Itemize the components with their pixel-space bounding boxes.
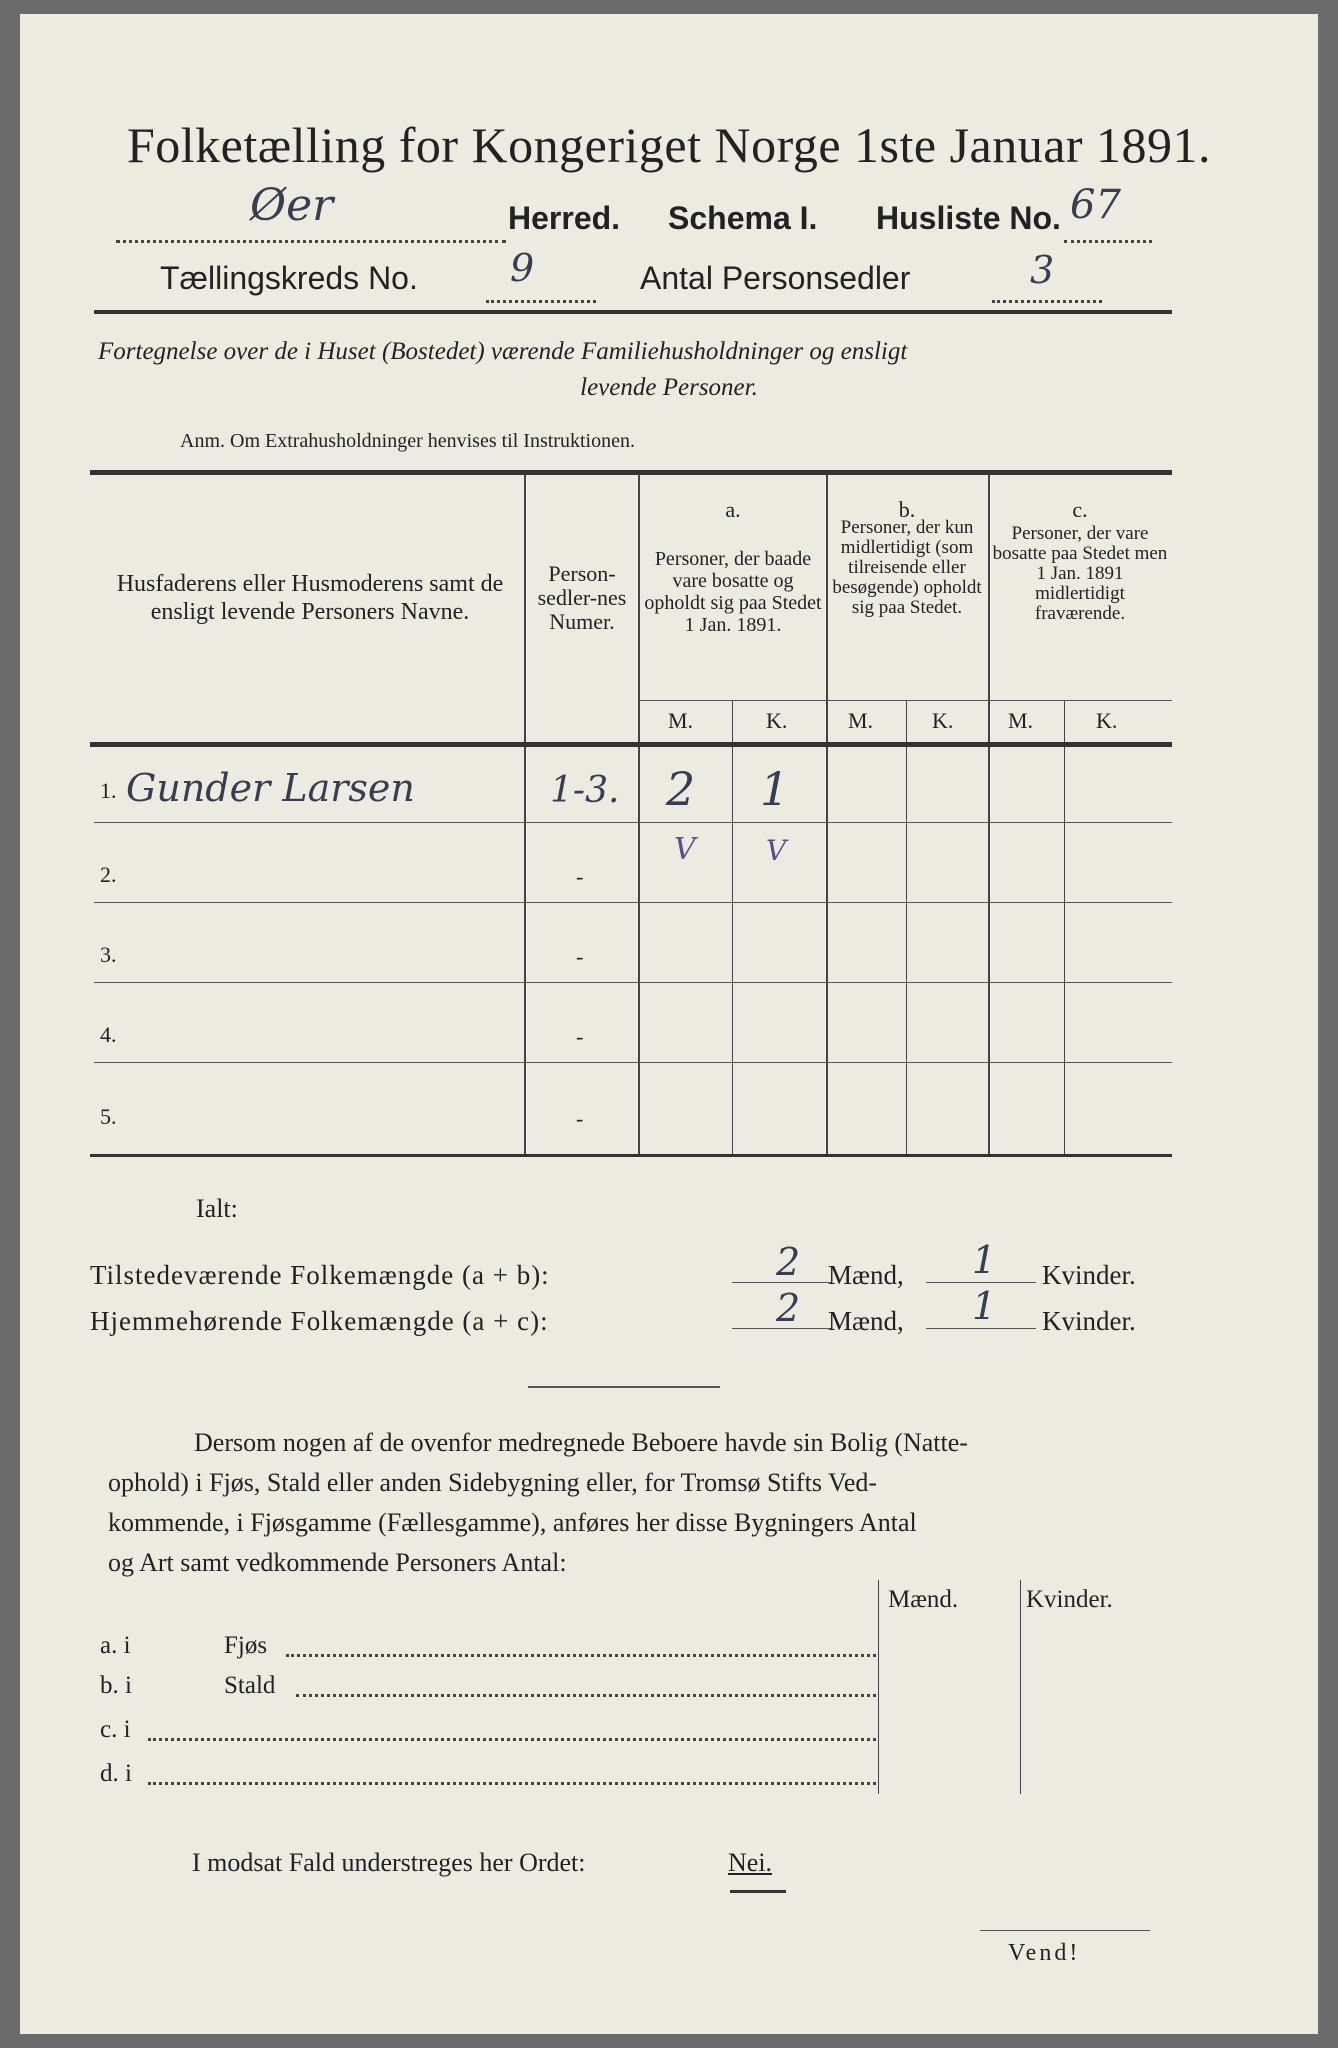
husliste-label: Husliste No. <box>876 200 1061 236</box>
note-row-b-text: Stald <box>224 1672 276 1699</box>
hjemme-m-value: 2 <box>776 1286 801 1330</box>
row-rule <box>94 902 1172 903</box>
tilstede-k-line <box>926 1282 1036 1283</box>
col-divider-2 <box>638 474 640 1156</box>
hjemme-maend-label: Mænd, <box>828 1306 904 1336</box>
row-number: 4. <box>100 1022 117 1047</box>
section-divider <box>528 1386 720 1388</box>
note-row-c-label: c. i <box>100 1716 131 1743</box>
c-mk-divider <box>1064 700 1065 1156</box>
note-divider-1 <box>878 1580 879 1794</box>
row-number: 3. <box>100 942 117 967</box>
row-rule <box>94 982 1172 983</box>
row-personsedler-num: 1-3. <box>550 770 620 811</box>
b-mk-divider <box>906 700 907 1156</box>
note-row-a-text: Fjøs <box>224 1632 268 1659</box>
tilstede-maend-label: Mænd, <box>828 1260 904 1290</box>
col-b-header: Personer, der kun midlertidigt (som tilreisende eller besøgende) opholdt sig paa Stedet. <box>832 517 982 618</box>
note-row-d-label: d. i <box>100 1760 132 1787</box>
tilstede-kvinder-label: Kvinder. <box>1042 1260 1136 1290</box>
note-col-kvinder: Kvinder. <box>1026 1586 1113 1613</box>
a-m-label: M. <box>668 708 694 733</box>
col-divider-1 <box>524 474 526 1156</box>
note-col-maend: Mænd. <box>888 1586 959 1613</box>
row-number: 2. <box>100 862 117 887</box>
note-line-3: kommende, i Fjøsgamme (Fællesgamme), anføres her disse Bygningers Antal <box>108 1508 917 1537</box>
table-top-rule <box>90 470 1172 475</box>
col-num-header: Person-sedler-nes Numer. <box>537 561 627 634</box>
anm-note: Anm. Om Extrahusholdninger henvises til Instruktionen. <box>180 430 635 452</box>
mk-top-rule <box>640 700 1172 701</box>
col-a-header: Personer, der baade vare bosatte og opholdt sig paa Stedet 1 Jan. 1891. <box>644 548 822 636</box>
note-row-b-dots <box>296 1674 876 1697</box>
note-row-c-dots <box>148 1718 876 1741</box>
note-line-4: og Art samt vedkommende Personers Antal: <box>108 1548 567 1577</box>
hjemme-k-line <box>926 1328 1036 1329</box>
row-rule <box>94 1062 1172 1063</box>
c-m-label: M. <box>1008 708 1034 733</box>
antal-value: 3 <box>1030 248 1055 292</box>
b-k-label: K. <box>932 708 954 733</box>
row-a-m-check: V <box>674 832 696 867</box>
header-bottom-rule <box>90 742 1172 747</box>
schema-label: Schema I. <box>668 200 818 236</box>
row-name: Gunder Larsen <box>126 766 415 810</box>
nei-word: Nei. <box>728 1848 773 1877</box>
row-number: 1. <box>100 778 117 803</box>
hjemme-k-value: 1 <box>972 1284 997 1328</box>
note-line-1: Dersom nogen af de ovenfor medregnede Beboere havde sin Bolig (Natte- <box>194 1428 968 1457</box>
herred-value: Øer <box>250 180 334 231</box>
table-bottom-rule <box>90 1154 1172 1157</box>
row-a-k-value: 1 <box>760 762 790 816</box>
col-c-header: Personer, der vare bosatte paa Stedet men 1 Jan. 1891 midlertidigt fraværende. <box>992 523 1168 624</box>
col-b-letter: b. <box>898 497 916 522</box>
hjemme-label: Hjemmehørende Folkemængde (a + c): <box>90 1306 549 1336</box>
note-divider-2 <box>1020 1580 1021 1794</box>
hjemme-kvinder-label: Kvinder. <box>1042 1306 1136 1336</box>
row-personsedler-num: - <box>576 1106 584 1131</box>
taellingskreds-value: 9 <box>510 246 535 290</box>
vend-label: Vend! <box>1008 1940 1081 1966</box>
taellingskreds-label: Tællingskreds No. <box>160 260 418 296</box>
herred-label: Herred. <box>508 200 621 236</box>
note-row-a-dots <box>286 1634 876 1657</box>
col-divider-3 <box>826 474 828 1156</box>
note-line-2: ophold) i Fjøs, Stald eller anden Sidebygning eller, for Tromsø Stifts Ved- <box>108 1468 878 1497</box>
tilstede-k-value: 1 <box>972 1238 997 1282</box>
vend-rule <box>980 1930 1150 1931</box>
ialt-label: Ialt: <box>196 1194 238 1223</box>
col-c-letter: c. <box>1072 497 1088 522</box>
row-a-m-value: 2 <box>666 762 696 816</box>
modsat-text: I modsat Fald understreges her Ordet: <box>192 1848 586 1877</box>
intro-line-1: Fortegnelse over de i Huset (Bostedet) værende Familiehusholdninger og ensligt <box>98 338 908 365</box>
row-rule <box>94 822 1172 823</box>
nei-underline <box>730 1890 786 1893</box>
row-personsedler-num: - <box>576 864 584 889</box>
antal-label: Antal Personsedler <box>640 260 911 296</box>
col-a-letter: a. <box>725 497 741 522</box>
col-divider-4 <box>988 474 990 1156</box>
note-row-a-label: a. i <box>100 1632 131 1659</box>
a-k-label: K. <box>766 708 788 733</box>
a-mk-divider <box>732 700 733 1156</box>
row-personsedler-num: - <box>576 1024 584 1049</box>
husliste-value: 67 <box>1070 182 1121 228</box>
taellingskreds-field <box>486 272 596 303</box>
tilstede-m-value: 2 <box>776 1240 801 1284</box>
census-form-page <box>20 14 1318 2034</box>
header-rule <box>94 310 1172 314</box>
row-personsedler-num: - <box>576 944 584 969</box>
form-title: Folketælling for Kongeriget Norge 1ste Januar 1891. <box>126 117 1212 173</box>
tilstede-label: Tilstedeværende Folkemængde (a + b): <box>90 1260 550 1290</box>
row-number: 5. <box>100 1104 117 1129</box>
col-name-header: Husfaderens eller Husmoderens samt de ensligt levende Personers Navne. <box>116 571 504 625</box>
note-row-b-label: b. i <box>100 1672 132 1699</box>
b-m-label: M. <box>848 708 874 733</box>
intro-line-2: levende Personer. <box>580 374 758 401</box>
note-row-d-dots <box>148 1762 876 1785</box>
row-a-k-check: V <box>766 834 787 867</box>
c-k-label: K. <box>1096 708 1118 733</box>
